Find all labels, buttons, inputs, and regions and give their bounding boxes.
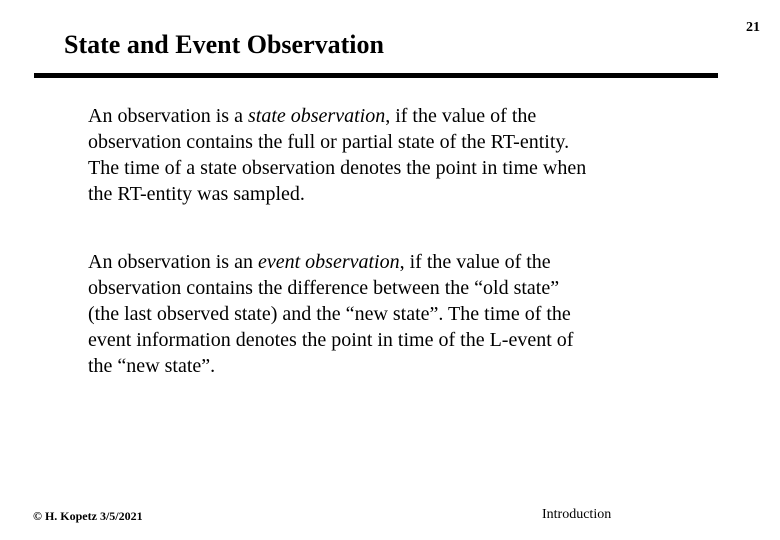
text-run: , if the value of the: [385, 105, 537, 127]
slide-title: State and Event Observation: [64, 30, 384, 59]
paragraph-line: observation contains the full or partial state of the RT-entity.: [88, 131, 570, 153]
paragraph-line: observation contains the difference between the “old state”: [88, 277, 560, 299]
term-state-observation: state observation: [247, 105, 386, 127]
text-run: An observation is a: [88, 105, 248, 127]
paragraph-line: (the last observed state) and the “new state”. The time of the: [88, 303, 571, 325]
state-observation-paragraph: [88, 103, 728, 207]
paragraph-line: [88, 249, 728, 275]
paragraph-line: the “new state”.: [88, 355, 216, 377]
title-divider: [34, 73, 718, 78]
paragraph-line: event information denotes the point in time of the L-event of: [88, 329, 574, 351]
text-run: , if the value of the: [399, 251, 551, 273]
paragraph-line: [88, 103, 728, 129]
paragraph-line: The time of a state observation denotes the point in time when: [88, 157, 587, 179]
footer-copyright: © H. Kopetz 3/5/2021: [33, 509, 143, 523]
term-event-observation: event observation: [257, 251, 400, 273]
event-observation-paragraph: [88, 249, 728, 379]
text-run: An observation is an: [88, 251, 258, 273]
slide-number: 21: [746, 20, 760, 35]
footer-section-label: Introduction: [542, 507, 612, 522]
paragraph-line: the RT-entity was sampled.: [88, 183, 305, 205]
